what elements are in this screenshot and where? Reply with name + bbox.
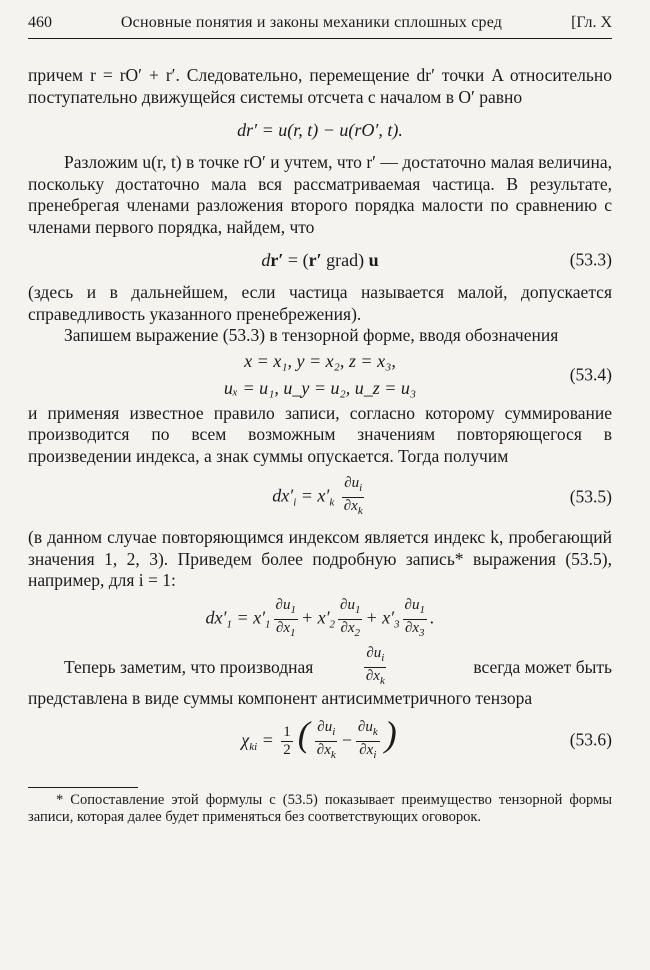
equation-number-53-4: (53.4) <box>569 364 612 384</box>
equation-53-3-body: dr′ = (r′ grad) u <box>261 249 379 270</box>
paragraph-7-end: всегда может быть <box>473 656 612 677</box>
paragraph-8: представлена в виде суммы компонент антисимметричного тензора <box>28 687 533 708</box>
equation-number-53-6: (53.6) <box>569 729 612 750</box>
equation-53-3 <box>28 238 612 282</box>
paragraph-3: (здесь и в дальнейшем, если частица называется малой, допускается справедливость указанного пренебрежения). <box>28 282 612 324</box>
equation-53-4-line1: x = x₁, y = x₂, z = x₃, <box>244 350 396 371</box>
equation-53-4-line2: uₓ = u₁, u_y = u₂, u_z = u₃ <box>223 377 417 398</box>
paragraph-7-start: Теперь заметим, что производная <box>64 656 314 677</box>
fraction-du-dx: $\frac{\partial u_i}{\partial x_k}$ <box>343 474 363 517</box>
equation-53-4 <box>28 347 612 403</box>
paragraph-7 <box>28 645 612 688</box>
equation-53-5-body: $dx'_i = x'_k$ $\frac{\partial u_i}{\partial x_k}$ <box>272 475 367 520</box>
footnote: * Сопоставление этой формулы с (53.5) показывает преимущество тензорной формы записи, которая далее будет применяться без соответствующих оговорок. <box>28 792 612 825</box>
equation-number-53-3: (53.3) <box>569 249 612 270</box>
equation-number-53-5: (53.5) <box>569 486 612 507</box>
equation-53-6 <box>28 709 612 771</box>
running-title: Основные понятия и законы механики сплошных сред <box>120 14 503 31</box>
paragraph-1: причем r = rO′ + r′. Следовательно, перемещение dr′ точки A относительно поступательно движущейся системы отсчета с началом в O′ равно <box>28 65 612 107</box>
equation-53-6-body: $\chi_{ki}$ = $\frac{1}{2}$ ( $\frac{\partial u_i}{\partial x_k}$ − $\frac{\partial u_k}{\partial x_i}$ ) <box>241 713 397 762</box>
equation-53-5 <box>28 467 612 527</box>
chapter-label: [Гл. X <box>571 14 612 31</box>
paragraph-2: Разложим u(r, t) в точке rO′ и учтем, что r′ — достаточно малая величина, поскольку достаточно мала вся рассматриваемая частица. В результате, пренебрегая членами разложения второго порядка малости по сравнению с членами первого порядка, найдем, что <box>28 152 612 237</box>
paragraph-4: Запишем выражение (53.3) в тензорной форме, вводя обозначения <box>64 325 559 345</box>
equation-expanded <box>28 592 612 648</box>
paragraph-6: (в данном случае повторяющимся индексом является индекс k, пробегающий значения 1, 2, 3). Приведем более подробную запись* выражения (53.5), например, для i = 1: <box>28 527 612 590</box>
page-number: 460 <box>28 14 52 31</box>
page <box>28 14 612 826</box>
footnote-rule <box>28 787 138 788</box>
equation-displacement <box>28 108 612 152</box>
paragraph-5: и применяя известное правило записи, согласно которому суммирование производится по всем возможным значениям повторяющегося в произведении индекса, а знак суммы опускается. Тогда получим <box>28 402 612 466</box>
equation-displacement-text: dr′ = u(r, t) − u(rO′, t). <box>237 119 403 140</box>
equation-expanded-body: $dx'_1 = x'_1$ $\frac{\partial u_1}{\partial x_1}$ + $x'_2$ $\frac{\partial u_1}{\partial x_2}$ + $x'_3$ $\frac{\partial u_1}{\partial x_3}$ . <box>205 597 435 639</box>
fraction-dui-dxk: $\frac{\partial u_i}{\partial x_k}$ <box>365 645 385 687</box>
running-header <box>28 14 612 39</box>
